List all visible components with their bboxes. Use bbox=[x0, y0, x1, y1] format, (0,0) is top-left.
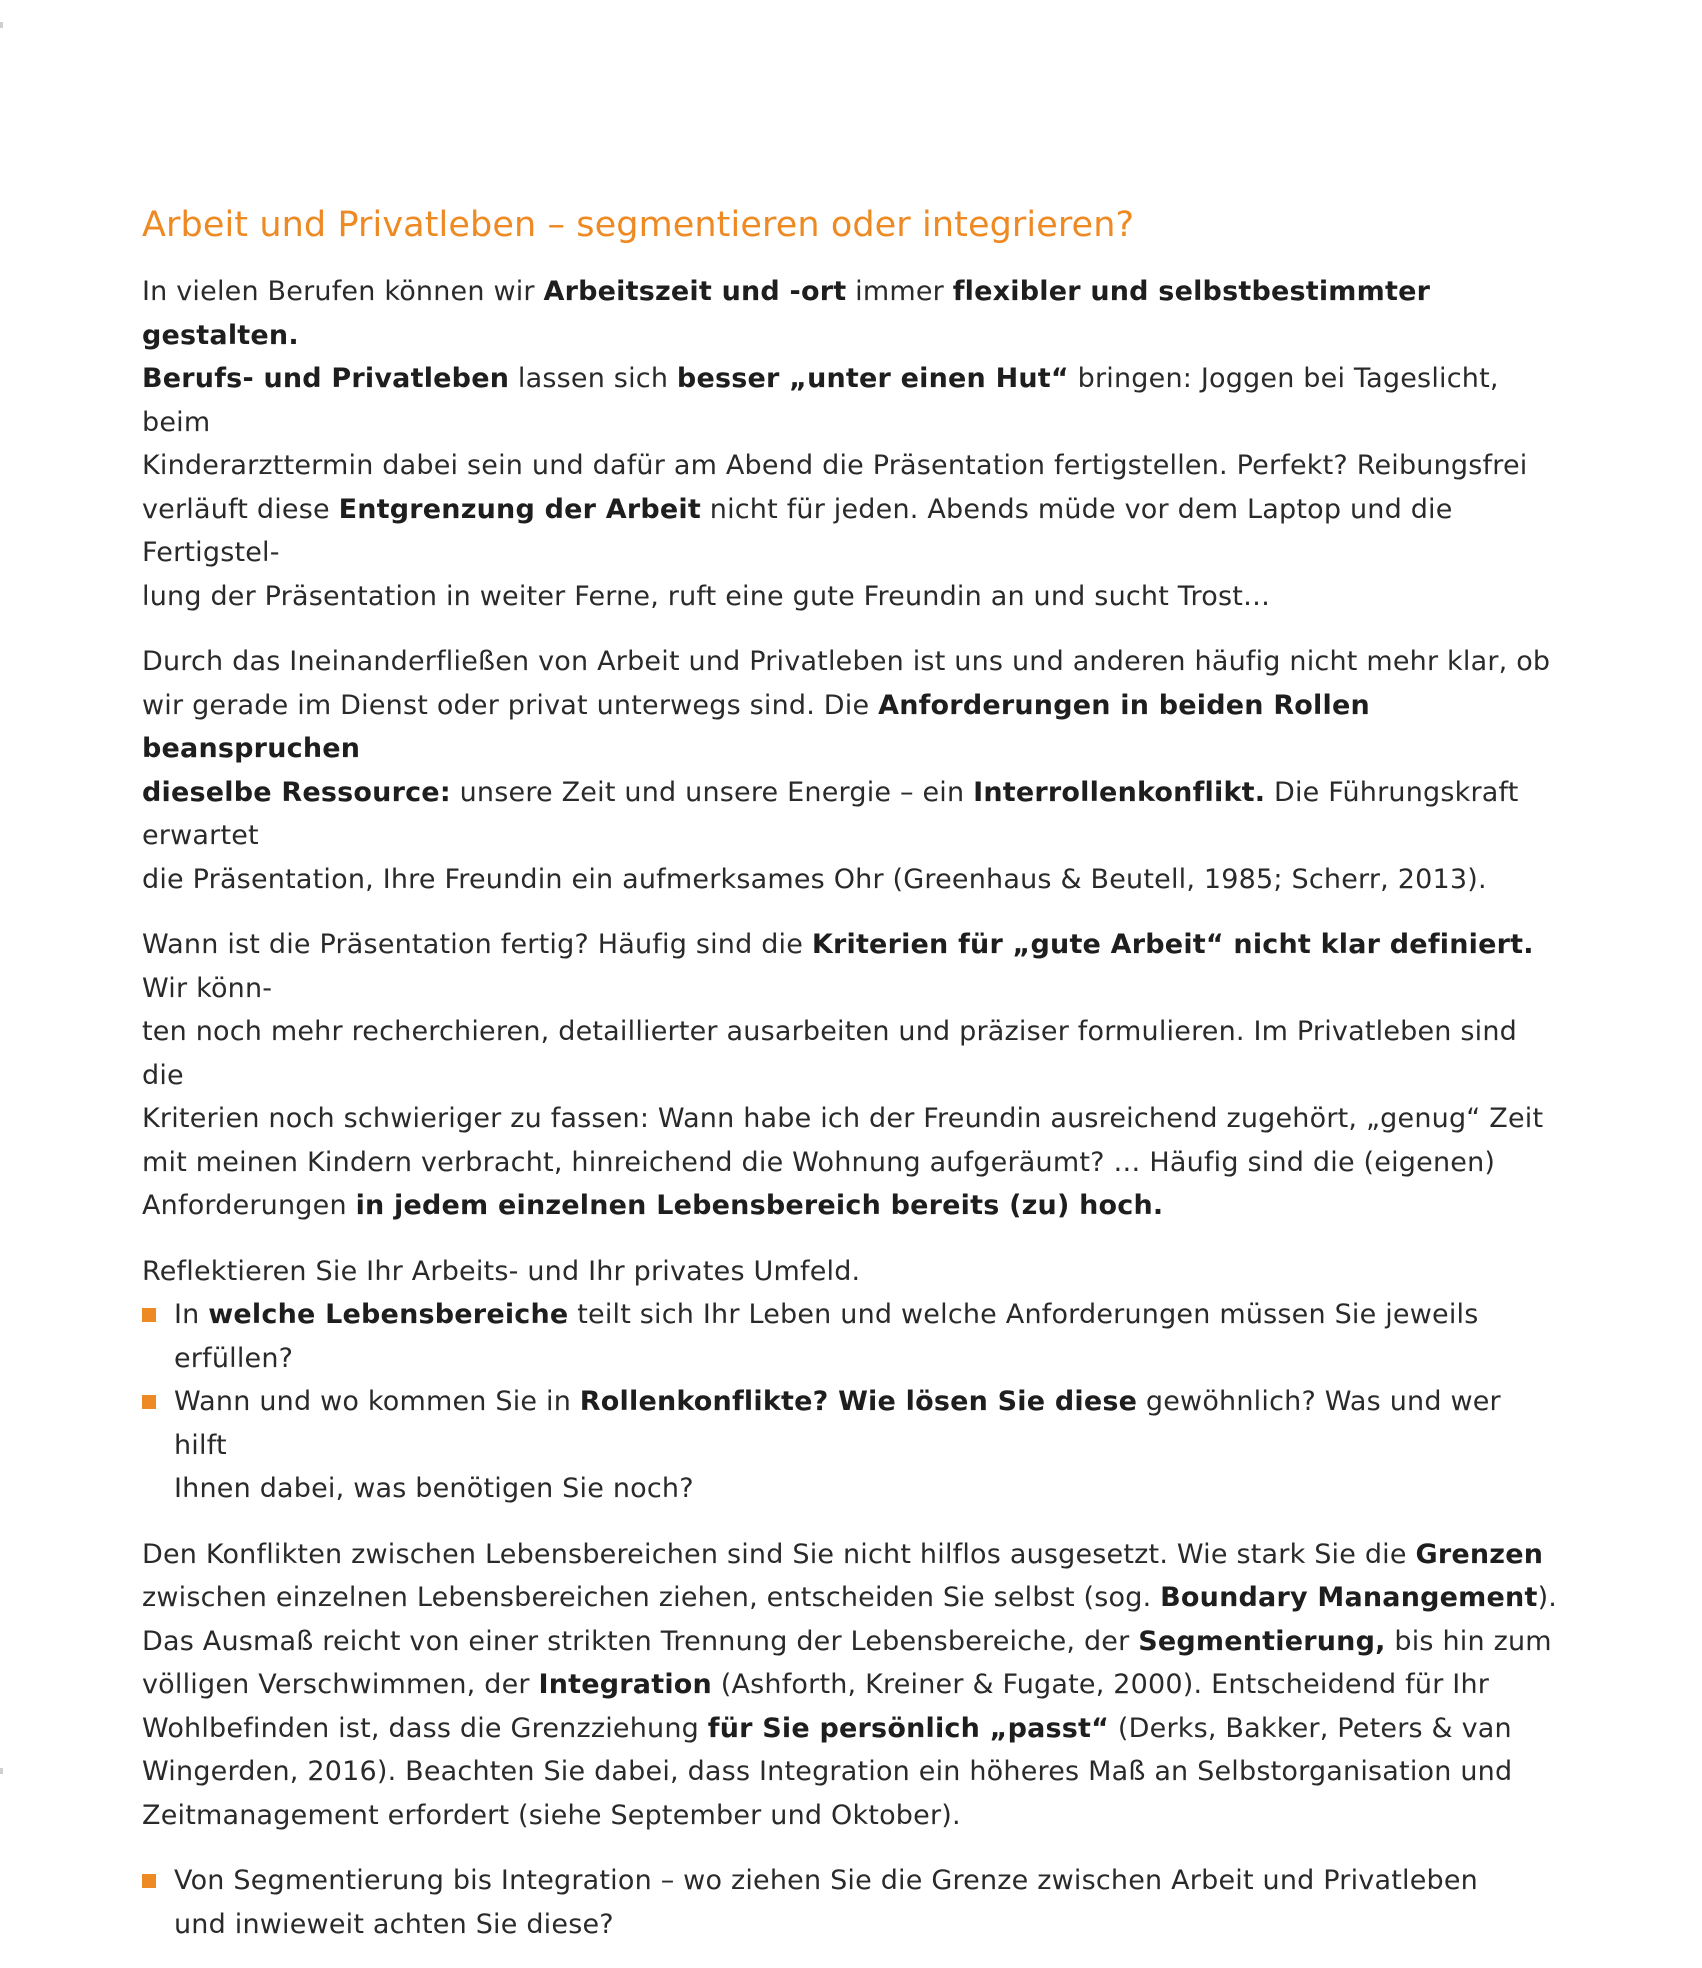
text-run: Den Konflikten zwischen Lebensbereichen sind Sie nicht hilflos ausgesetzt. Wie stark Sie die bbox=[142, 1538, 1416, 1570]
orange-square-bullet-icon bbox=[142, 1874, 156, 1888]
text-run: Die Führungskraft erwartet bbox=[142, 776, 1519, 851]
page-title: Arbeit und Privatleben – segmentieren oder integrieren? bbox=[142, 205, 1135, 245]
bold-text-run: Boundary Manangement bbox=[1160, 1582, 1538, 1613]
paragraph-interrollenkonflikt bbox=[142, 640, 1562, 901]
text-run: unsere Zeit und unsere Energie – ein bbox=[450, 776, 974, 808]
text-run: Wohlbefinden ist, dass die Grenzziehung bbox=[142, 1712, 708, 1744]
reflection-questions-list bbox=[142, 1293, 1562, 1511]
text-run: Von Segmentierung bis Integration – wo ziehen Sie die Grenze zwischen Arbeit und Privatleben bbox=[174, 1865, 1478, 1896]
text-run: lassen sich bbox=[509, 363, 677, 394]
text-run: Wir könn- bbox=[142, 972, 273, 1004]
text-run: teilt sich Ihr Leben und welche Anforderungen müssen Sie jeweils erfüllen? bbox=[174, 1299, 1479, 1374]
text-run: In bbox=[174, 1299, 209, 1330]
bold-text-run: in jedem einzelnen Lebensbereich bereits (zu) hoch. bbox=[355, 1190, 1164, 1221]
boundary-questions-list bbox=[142, 1859, 1562, 1946]
text-run: Kriterien noch schwieriger zu fassen: Wann habe ich der Freundin ausreichend zugehört, „genug“ Zeit bbox=[142, 1103, 1544, 1134]
text-run: ten noch mehr recherchieren, detaillierter ausarbeiten und präziser formulieren. Im Privatleben sind die bbox=[142, 1016, 1518, 1091]
bold-text-run: dieselbe Ressource: bbox=[142, 776, 451, 808]
bold-text-run: Interrollenkonflikt. bbox=[973, 776, 1266, 808]
text-run: ). bbox=[1537, 1582, 1558, 1613]
text-run: Anforderungen bbox=[142, 1190, 356, 1221]
crop-mark-bottom bbox=[0, 1768, 3, 1774]
text-run: Wann und wo kommen Sie in bbox=[174, 1386, 580, 1417]
text-run: immer bbox=[846, 276, 953, 307]
text-run: mit meinen Kindern verbracht, hinreichend die Wohnung aufgeräumt? … Häufig sind die (eigenen) bbox=[142, 1146, 1496, 1178]
text-run: Wingerden, 2016). Beachten Sie dabei, dass Integration ein höheres Maß an Selbstorganisation und bbox=[142, 1756, 1513, 1787]
bold-text-run: für Sie persönlich „passt“ bbox=[707, 1712, 1110, 1744]
paragraph-entgrenzung bbox=[142, 270, 1562, 618]
text-run: die Präsentation, Ihre Freundin ein aufmerksames Ohr (Greenhaus & Beutell, 1985; Scherr, 2013). bbox=[142, 863, 1487, 895]
orange-square-bullet-icon bbox=[142, 1308, 156, 1322]
question-text bbox=[174, 1386, 1501, 1504]
bold-text-run: welche Lebensbereiche bbox=[208, 1299, 569, 1330]
text-run: Zeitmanagement erfordert (siehe September und Oktober). bbox=[142, 1799, 961, 1831]
text-run: wir gerade im Dienst oder privat unterwegs sind. Die bbox=[142, 689, 879, 721]
text-run: In vielen Berufen können wir bbox=[142, 276, 544, 307]
text-run: völligen Verschwimmen, der bbox=[142, 1669, 539, 1700]
bold-text-run: Kriterien für „gute Arbeit“ nicht klar definiert. bbox=[811, 929, 1534, 960]
bold-text-run: Segmentierung, bbox=[1138, 1625, 1386, 1657]
paragraph-boundary-management bbox=[142, 1533, 1562, 1838]
text-run: bringen: Joggen bei Tageslicht, beim bbox=[142, 363, 1499, 438]
bold-text-run: Grenzen bbox=[1415, 1538, 1544, 1570]
text-run: Kinderarzttermin dabei sein und dafür am Abend die Präsentation fertigstellen. Perfekt? Reibungsfrei bbox=[142, 450, 1528, 481]
bold-text-run: Rollenkonflikte? Wie lösen Sie diese bbox=[579, 1386, 1138, 1417]
paragraph-kriterien bbox=[142, 923, 1562, 1228]
bold-text-run: Integration bbox=[538, 1669, 712, 1700]
text-run: gewöhnlich? Was und wer hilft bbox=[174, 1386, 1501, 1461]
paragraph-reflektieren bbox=[142, 1250, 1562, 1294]
text-run: und inwieweit achten Sie diese? bbox=[174, 1908, 614, 1940]
bold-text-run: flexibler und selbstbestimmter gestalten. bbox=[142, 276, 1431, 351]
page-content bbox=[142, 202, 1562, 1968]
orange-square-bullet-icon bbox=[142, 1395, 156, 1409]
reflection-question-rollenkonflikte bbox=[142, 1380, 1562, 1511]
text-run: Ihnen dabei, was benötigen Sie noch? bbox=[174, 1473, 694, 1504]
text-run: verläuft diese bbox=[142, 493, 339, 525]
question-text bbox=[174, 1865, 1478, 1940]
text-run: (Ashforth, Kreiner & Fugate, 2000). Entscheidend für Ihr bbox=[711, 1669, 1490, 1700]
text-run: Das Ausmaß reicht von einer strikten Trennung der Lebensbereiche, der bbox=[142, 1625, 1139, 1657]
text-run: zwischen einzelnen Lebensbereichen ziehen, entscheiden Sie selbst (sog. bbox=[142, 1582, 1161, 1613]
text-run: (Derks, Bakker, Peters & van bbox=[1109, 1712, 1512, 1744]
text-run: nicht für jeden. Abends müde vor dem Laptop und die Fertigstel- bbox=[142, 493, 1453, 568]
crop-mark-top bbox=[0, 22, 3, 28]
bold-text-run: besser „unter einen Hut“ bbox=[676, 363, 1069, 394]
text-run: lung der Präsentation in weiter Ferne, ruft eine gute Freundin an und sucht Trost… bbox=[142, 580, 1271, 612]
text-run: Durch das Ineinanderfließen von Arbeit und Privatleben ist uns und anderen häufig nicht mehr klar, ob bbox=[142, 646, 1551, 677]
text-run: Reflektieren Sie Ihr Arbeits- und Ihr privates Umfeld. bbox=[142, 1255, 861, 1287]
bold-text-run: Arbeitszeit und -ort bbox=[543, 276, 847, 307]
text-run: bis hin zum bbox=[1385, 1625, 1552, 1657]
bold-text-run: Entgrenzung der Arbeit bbox=[338, 493, 701, 525]
reflection-question-grenze bbox=[142, 1859, 1562, 1946]
bold-text-run: Berufs- und Privatleben bbox=[142, 363, 510, 394]
text-run: Wann ist die Präsentation fertig? Häufig sind die bbox=[142, 929, 812, 960]
bold-text-run: Anforderungen in beiden Rollen beanspruchen bbox=[142, 689, 1370, 764]
reflection-question-lebensbereiche bbox=[142, 1293, 1562, 1380]
question-text bbox=[174, 1299, 1479, 1374]
